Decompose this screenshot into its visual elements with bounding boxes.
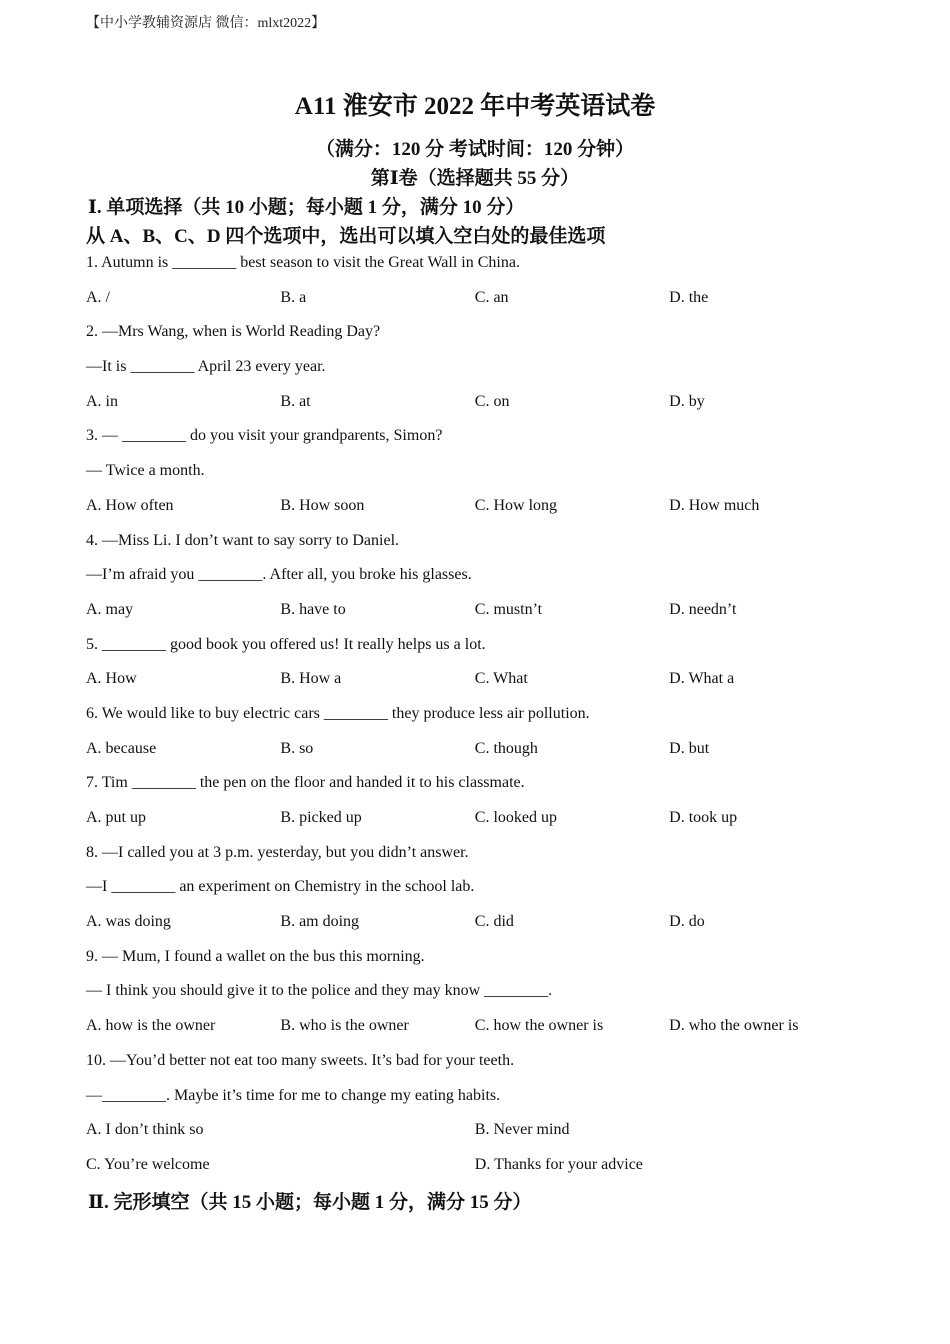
option-b: B. picked up — [280, 809, 362, 826]
option-a: A. may — [86, 600, 134, 618]
option-b: B. How soon — [280, 496, 365, 514]
options-row — [86, 1117, 866, 1152]
question-stem-line: 5. ________ good book you offered us! It really helps us a lot. — [86, 635, 486, 653]
question-9 — [86, 944, 866, 1048]
option-d: D. by — [669, 392, 705, 410]
question-stem-line: 8. —I called you at 3 p.m. yesterday, but you didn’t answer. — [86, 843, 469, 861]
question-stem-line: —I’m afraid you ________. After all, you broke his glasses. — [86, 566, 472, 584]
option-a: A. because — [86, 739, 157, 757]
options-row — [86, 666, 866, 701]
option-b: B. a — [280, 288, 307, 306]
option-a: A. in — [86, 392, 118, 410]
question-stem-line: 3. — ________ do you visit your grandparents, Simon? — [86, 427, 443, 445]
options-row — [86, 1013, 866, 1048]
section1-heading: Ⅰ. 单项选择（共 10 小题；每小题 1 分，满分 10 分） — [88, 197, 525, 218]
question-7 — [86, 770, 866, 839]
question-stem-line: 2. —Mrs Wang, when is World Reading Day? — [86, 323, 381, 341]
options-row — [86, 909, 866, 944]
question-1 — [86, 250, 866, 319]
question-stem-line: —I ________ an experiment on Chemistry in the school lab. — [86, 878, 475, 896]
options-row — [86, 285, 866, 320]
option-b: B. who is the owner — [280, 1017, 409, 1035]
option-a: A. I don’t think so — [86, 1121, 204, 1139]
option-c: C. an — [474, 288, 509, 306]
option-d: D. What a — [669, 670, 735, 688]
question-list — [86, 250, 866, 1187]
option-d: D. Thanks for your advice — [474, 1155, 643, 1173]
option-b: B. at — [280, 392, 311, 410]
question-8 — [86, 840, 866, 944]
question-4 — [86, 528, 866, 632]
section1-instruction: 从 A、B、C、D 四个选项中，选出可以填入空白处的最佳选项 — [86, 226, 606, 247]
question-stem-line: — Twice a month. — [86, 462, 205, 480]
question-2 — [86, 319, 866, 423]
option-c: C. mustn’t — [474, 600, 543, 618]
option-c: C. What — [474, 670, 528, 688]
question-stem-line: 10. —You’d better not eat too many sweets. It’s bad for your teeth. — [86, 1051, 515, 1069]
option-c: C. how the owner is — [474, 1017, 604, 1035]
question-stem-line: — I think you should give it to the police and they may know ________. — [86, 982, 553, 1000]
exam-subtitle: （满分：120 分 考试时间：120 分钟） — [315, 139, 635, 160]
option-c: C. though — [474, 739, 538, 757]
question-stem-line: 6. We would like to buy electric cars ________ they produce less air pollution. — [86, 704, 590, 722]
option-c: C. You’re welcome — [86, 1155, 210, 1173]
question-6 — [86, 701, 866, 770]
option-c: C. looked up — [474, 809, 557, 826]
options-row — [86, 597, 866, 632]
options-row — [86, 493, 866, 528]
header-note: 【中小学教辅资源店 微信：mlxt2022】 — [86, 16, 326, 31]
question-5 — [86, 632, 866, 701]
option-d: D. but — [669, 739, 710, 757]
exam-title: A11 淮安市 2022 年中考英语试卷 — [294, 93, 656, 120]
question-stem-line: 7. Tim ________ the pen on the floor and handed it to his classmate. — [86, 774, 525, 792]
part-title: 第Ⅰ卷（选择题共 55 分） — [370, 168, 580, 189]
question-10 — [86, 1048, 866, 1187]
question-stem-line: —________. Maybe it’s time for me to change my eating habits. — [86, 1086, 501, 1104]
option-c: C. did — [474, 913, 514, 931]
option-a: A. How — [86, 670, 137, 688]
question-stem-line: 1. Autumn is ________ best season to visit the Great Wall in China. — [86, 254, 520, 271]
option-d: D. the — [669, 288, 709, 306]
option-d: D. who the owner is — [669, 1017, 799, 1035]
option-b: B. so — [280, 739, 314, 757]
option-b: B. Never mind — [474, 1121, 570, 1139]
options-row — [86, 1152, 866, 1187]
question-stem-line: 4. —Miss Li. I don’t want to say sorry to Daniel. — [86, 531, 400, 549]
option-a: A. How often — [86, 496, 174, 514]
option-a: A. was doing — [86, 913, 171, 931]
option-a: A. / — [86, 288, 110, 306]
section2-heading: Ⅱ. 完形填空（共 15 小题；每小题 1 分，满分 15 分） — [88, 1192, 532, 1213]
option-a: A. how is the owner — [86, 1017, 216, 1035]
question-stem-line: 9. — Mum, I found a wallet on the bus this morning. — [86, 947, 425, 965]
question-stem-line: —It is ________ April 23 every year. — [86, 358, 326, 376]
option-c: C. How long — [474, 496, 558, 514]
option-a: A. put up — [86, 809, 146, 826]
option-b: B. am doing — [280, 913, 360, 931]
option-d: D. took up — [669, 809, 738, 826]
options-row — [86, 389, 866, 424]
option-c: C. on — [474, 392, 510, 410]
options-row — [86, 736, 866, 771]
options-row — [86, 805, 866, 840]
question-3 — [86, 423, 866, 527]
option-b: B. How a — [280, 670, 342, 688]
option-d: D. do — [669, 913, 705, 931]
option-d: D. How much — [669, 496, 760, 514]
option-d: D. needn’t — [669, 600, 737, 618]
option-b: B. have to — [280, 600, 346, 618]
